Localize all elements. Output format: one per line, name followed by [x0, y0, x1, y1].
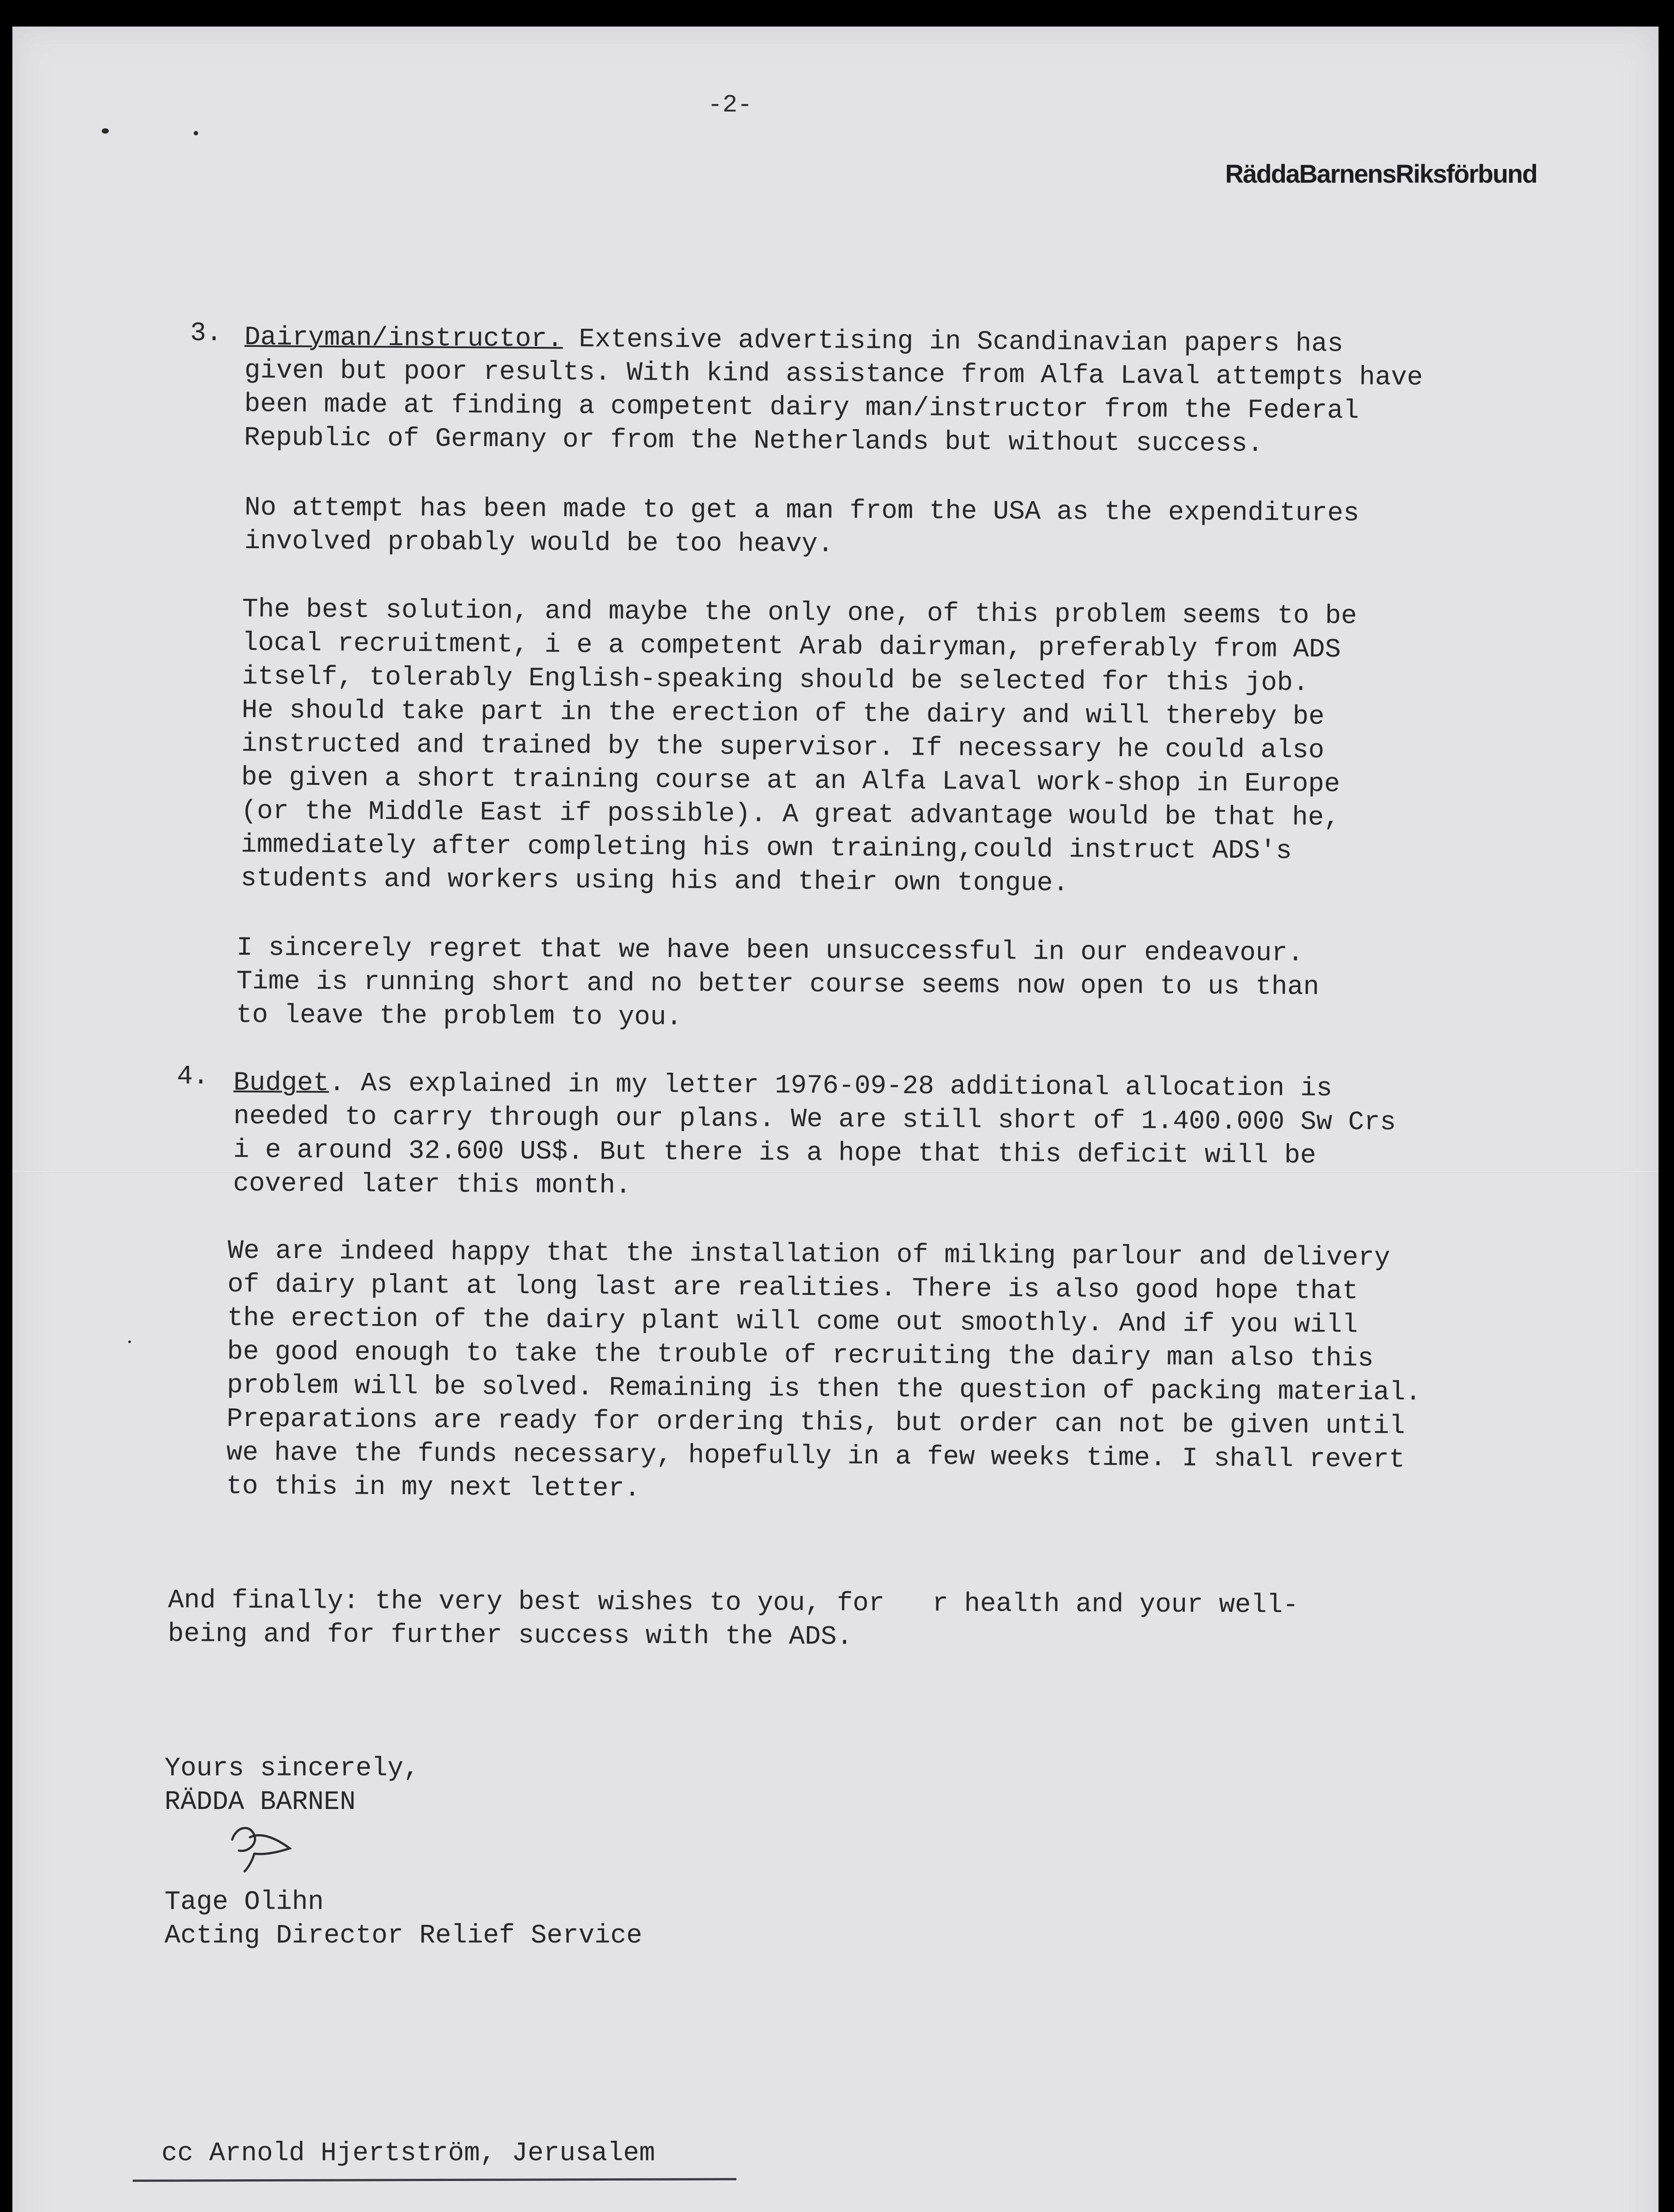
cc-line: cc Arnold Hjertström, Jerusalem [161, 2139, 655, 2169]
letterhead: RäddaBarnensRiksförbund [1225, 160, 1537, 188]
signatory-name: Tage Olihn [165, 1887, 324, 1917]
signatory-title: Acting Director Relief Service [165, 1921, 643, 1951]
ink-speck [102, 128, 109, 134]
section-4-first-line [234, 1066, 1333, 1106]
organisation-name: RÄDDA BARNEN [165, 1787, 356, 1817]
closing-paragraph: And finally: the very best wishes to you, for r health and your well- being and for further success with the ADS. [168, 1586, 1299, 1652]
section-3-number: 3. [190, 319, 222, 349]
section-4-paragraph-1: needed to carry through our plans. We are still short of 1.400.000 Sw Crs i e around 32.600 US$. But there is a hope that this deficit will be covered later this month. [233, 1102, 1396, 1201]
section-3-first-line-text: Extensive advertising in Scandinavian papers has [563, 324, 1344, 360]
ink-speck [194, 131, 198, 135]
section-3-paragraph-1: given but poor results. With kind assistance from Alfa Laval attempts have been made at finding a competent dairy man/instructor from the Federal Republic of Germany or from the Netherlands but without success. [244, 355, 1423, 460]
section-3-heading: Dairyman/instructor. [244, 322, 563, 355]
section-4-first-line-text: . As explained in my letter 1976-09-28 additional allocation is [329, 1068, 1333, 1104]
section-3-paragraph-4: I sincerely regret that we have been unsuccessful in our endeavour. Time is running short and no better course seems now open to us than to leave the problem to you. [236, 933, 1319, 1033]
section-4-paragraph-2: We are indeed happy that the installation of milking parlour and delivery of dairy plant at long last are realities. There is also good hope that the erection of the dairy plant will come out smoothly. And if you will be good enough to take the trouble of recruiting the dairy man also this problem will be solved. Remaining is then the question of packing material. Preparations are ready for ordering this, but order can not be given until we have the funds necessary, hopefully in a few weeks time. I shall revert to this in my next letter. [226, 1236, 1421, 1504]
section-4-number: 4. [177, 1062, 209, 1092]
page-number: -2- [708, 91, 752, 119]
salutation: Yours sincerely, [165, 1754, 420, 1784]
section-3-paragraph-2: No attempt has been made to get a man from the USA as the expenditures involved probably would be too heavy. [244, 493, 1360, 560]
ink-speck [128, 1340, 131, 1343]
section-4-heading: Budget [233, 1068, 329, 1099]
handwritten-initials [223, 1822, 299, 1875]
section-3-paragraph-3: The best solution, and maybe the only one, of this problem seems to be local recruitment, i e a competent Arab dairyman, preferably from ADS itself, tolerably English-speaking should be selected for this job. He should take part in the erection of the dairy and will thereby be instructed and trained by the supervisor. If necessary he could also be given a short training course at an Alfa Laval work-shop in Europe (or the Middle East if possible). A great advantage would be that he, immediately after completing his own training,could instruct ADS's students and workers using his and their own tongue. [240, 594, 1357, 899]
